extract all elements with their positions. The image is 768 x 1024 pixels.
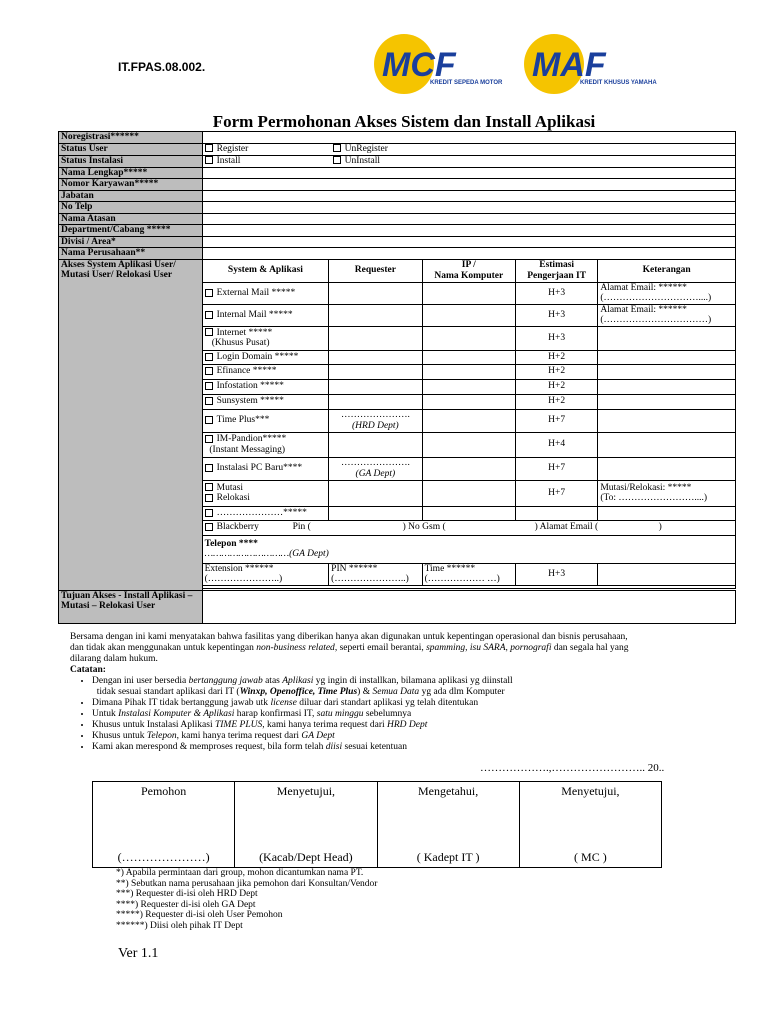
akses-label: Akses System Aplikasi User/ Mutasi User/ Relokasi User xyxy=(59,259,203,590)
status-user-field xyxy=(202,143,735,155)
internet-est: H+3 xyxy=(515,326,597,350)
other-ip[interactable] xyxy=(422,506,515,520)
footnotes xyxy=(116,868,377,931)
no-telp-label: No Telp xyxy=(59,202,203,214)
register-checkbox[interactable] xyxy=(205,144,213,152)
nama-perusahaan-field[interactable] xyxy=(202,248,735,260)
external-mail-ip[interactable] xyxy=(422,282,515,304)
footnote: *) Apabila permintaan dari group, mohon dicantumkan nama PT. xyxy=(116,868,364,878)
request-form-table xyxy=(58,131,736,624)
extension-est: H+3 xyxy=(515,563,597,585)
login-domain-ip[interactable] xyxy=(422,350,515,364)
col-requester: Requester xyxy=(329,259,422,282)
signature-pemohon[interactable]: Pemohon (…………………) xyxy=(93,782,235,868)
other-est[interactable] xyxy=(515,506,597,520)
login-domain-ket[interactable] xyxy=(598,350,736,364)
row-time-plus: Time Plus*** xyxy=(202,409,329,432)
statement-line-2: dan tidak akan menggunakan untuk kepentingan non-business related, seperti email berantai, spamming, isu SARA, pornografi dan segala hal yang xyxy=(70,643,629,653)
install-checkbox[interactable] xyxy=(205,156,213,164)
relokasi-checkbox[interactable] xyxy=(205,494,213,502)
row-login-domain: Login Domain ***** xyxy=(202,350,329,364)
catatan-heading: Catatan: xyxy=(70,665,106,675)
internet-ket[interactable] xyxy=(598,326,736,350)
footnote: ***) Requester di-isi oleh HRD Dept xyxy=(116,889,258,899)
time-plus-checkbox[interactable] xyxy=(205,416,213,424)
catatan-list xyxy=(70,676,720,753)
internal-mail-requester[interactable] xyxy=(329,304,422,326)
login-domain-est: H+2 xyxy=(515,350,597,364)
catatan-item: • Dengan ini user bersedia bertanggung jawab atas Aplikasi yg ingin di installkan, bilamana aplikasi yg diinstall tidak sesuai standart aplikasi dari IT (Winxp, Openoffice, Time Plus) & Semua Data yg ada dlm Komputer xyxy=(92,676,720,698)
mcf-logo xyxy=(374,30,516,100)
sunsystem-ip[interactable] xyxy=(422,394,515,409)
statement-line-1: Bersama dengan ini kami menyatakan bahwa fasilitas yang diberikan hanya akan digunakan untuk kepentingan operasional dan bisnis perusahaan, xyxy=(70,632,628,642)
mutasi-ip[interactable] xyxy=(422,480,515,506)
status-instalasi-label: Status Instalasi xyxy=(59,155,203,167)
row-external-mail: External Mail ***** xyxy=(202,282,329,304)
nama-perusahaan-label: Nama Perusahaan** xyxy=(59,248,203,260)
time-plus-ip[interactable] xyxy=(422,409,515,432)
other-requester[interactable] xyxy=(329,506,422,520)
divisi-field[interactable] xyxy=(202,236,735,248)
uninstall-checkbox[interactable] xyxy=(333,156,341,164)
statement-line-3: dilarang dalam hukum. xyxy=(70,654,158,664)
row-sunsystem: Sunsystem ***** xyxy=(202,394,329,409)
footnote: ******) Diisi oleh pihak IT Dept xyxy=(116,920,243,931)
register-label: Register xyxy=(216,143,249,154)
noreg-field[interactable] xyxy=(202,132,735,144)
nomor-karyawan-label: Nomor Karyawan***** xyxy=(59,179,203,191)
jabatan-label: Jabatan xyxy=(59,190,203,202)
internal-mail-ket[interactable]: Alamat Email: ****** (……………………………) xyxy=(598,304,736,326)
row-im-pandion: IM-Pandion***** (Instant Messaging) xyxy=(202,432,329,457)
unregister-checkbox[interactable] xyxy=(333,144,341,152)
efinance-est: H+2 xyxy=(515,364,597,379)
install-label: Install xyxy=(216,155,241,166)
signature-mc[interactable]: Menyetujui, ( MC ) xyxy=(519,782,661,868)
efinance-checkbox[interactable] xyxy=(205,367,213,375)
noreg-label: Noregistrasi****** xyxy=(59,132,203,144)
nama-lengkap-field[interactable] xyxy=(202,167,735,179)
catatan-item: • Untuk Instalasi Komputer & Aplikasi harap konfirmasi IT, satu minggu sebelumnya xyxy=(92,709,720,720)
row-efinance: Efinance ***** xyxy=(202,364,329,379)
statement-block xyxy=(70,632,720,753)
sunsystem-requester[interactable] xyxy=(329,394,422,409)
im-pandion-ket[interactable] xyxy=(598,432,736,457)
footnote: *****) Requester di-isi oleh User Pemohon xyxy=(116,910,283,920)
efinance-requester[interactable] xyxy=(329,364,422,379)
blackberry-checkbox[interactable] xyxy=(205,523,213,531)
date-line[interactable]: ……………….,…………………….. 20.. xyxy=(480,762,665,774)
status-instalasi-field xyxy=(202,155,735,167)
catatan-item: • Khusus untuk Instalasi Aplikasi TIME PLUS, kami hanya terima request dari HRD Dept xyxy=(92,720,720,731)
extension-ket[interactable] xyxy=(598,563,736,585)
unregister-label: UnRegister xyxy=(344,143,388,154)
time-plus-requester[interactable]: …………………. (HRD Dept) xyxy=(329,409,422,432)
mcf-logo-text: MCF xyxy=(382,46,456,84)
catatan-item: • Kami akan merespond & memproses request, bila form telah diisi sesuai ketentuan xyxy=(92,742,720,753)
row-internet: Internet ***** (Khusus Pusat) xyxy=(202,326,329,350)
external-mail-requester[interactable] xyxy=(329,282,422,304)
no-telp-field[interactable] xyxy=(202,202,735,214)
instalasi-pc-checkbox[interactable] xyxy=(205,464,213,472)
mutasi-checkbox[interactable] xyxy=(205,483,213,491)
mutasi-est: H+7 xyxy=(515,480,597,506)
infostation-requester[interactable] xyxy=(329,379,422,394)
footnote: **) Sebutkan nama perusahaan jika pemohon dari Konsultan/Vendor xyxy=(116,878,378,889)
status-user-label: Status User xyxy=(59,143,203,155)
document-number: IT.FPAS.08.002. xyxy=(118,60,206,74)
sunsystem-ket[interactable] xyxy=(598,394,736,409)
row-telepon: Telepon **** …………………………(GA Dept) xyxy=(202,535,735,563)
signature-kacab[interactable]: Menyetujui, (Kacab/Dept Head) xyxy=(235,782,377,868)
department-label: Department/Cabang ***** xyxy=(59,225,203,237)
tujuan-label: Tujuan Akses - Install Aplikasi – Mutasi – Relokasi User xyxy=(59,590,203,623)
infostation-est: H+2 xyxy=(515,379,597,394)
im-pandion-requester[interactable] xyxy=(329,432,422,457)
mcf-logo-tagline: KREDIT SEPEDA MOTOR xyxy=(430,80,503,86)
extension-cell[interactable]: Extension ****** (…………………..) xyxy=(202,563,329,585)
nama-atasan-field[interactable] xyxy=(202,213,735,225)
other-ket[interactable] xyxy=(598,506,736,520)
internet-ip[interactable] xyxy=(422,326,515,350)
time-cell[interactable]: Time ****** (……………… …) xyxy=(422,563,515,585)
row-infostation: Infostation ***** xyxy=(202,379,329,394)
external-mail-checkbox[interactable] xyxy=(205,289,213,297)
tujuan-field[interactable] xyxy=(202,590,735,623)
version-label: Ver 1.1 xyxy=(118,946,159,961)
internal-mail-est: H+3 xyxy=(515,304,597,326)
catatan-item: • Khusus untuk Telepon, kami hanya terima request dari GA Dept xyxy=(92,731,720,742)
maf-logo-tagline: KREDIT KHUSUS YAMAHA xyxy=(580,80,657,86)
row-blackberry: Blackberry Pin ( ) No Gsm ( ) Alamat Email ( ) xyxy=(202,520,735,535)
sunsystem-checkbox[interactable] xyxy=(205,397,213,405)
col-estimasi: Estimasi Pengerjaan IT xyxy=(515,259,597,282)
jabatan-field[interactable] xyxy=(202,190,735,202)
signature-kadept-it[interactable]: Mengetahui, ( Kadept IT ) xyxy=(377,782,519,868)
efinance-ip[interactable] xyxy=(422,364,515,379)
external-mail-ket[interactable]: Alamat Email: ****** (…………………………....) xyxy=(598,282,736,304)
internal-mail-ip[interactable] xyxy=(422,304,515,326)
maf-logo-text: MAF xyxy=(532,46,606,84)
instalasi-pc-ket[interactable] xyxy=(598,457,736,480)
internet-requester[interactable] xyxy=(329,326,422,350)
pin-cell[interactable]: PIN ****** (…………………..) xyxy=(329,563,422,585)
footnote: ****) Requester di-isi oleh GA Dept xyxy=(116,899,256,910)
signature-table xyxy=(92,781,662,868)
nama-atasan-label: Nama Atasan xyxy=(59,213,203,225)
infostation-checkbox[interactable] xyxy=(205,382,213,390)
divisi-label: Divisi / Area* xyxy=(59,236,203,248)
row-instalasi-pc: Instalasi PC Baru**** xyxy=(202,457,329,480)
login-domain-checkbox[interactable] xyxy=(205,353,213,361)
maf-logo xyxy=(524,30,674,100)
instalasi-pc-ip[interactable] xyxy=(422,457,515,480)
login-domain-requester[interactable] xyxy=(329,350,422,364)
im-pandion-est: H+4 xyxy=(515,432,597,457)
mutasi-ket[interactable]: Mutasi/Relokasi: ***** (To: ……………………....) xyxy=(598,480,736,506)
instalasi-pc-est: H+7 xyxy=(515,457,597,480)
col-system: System & Aplikasi xyxy=(202,259,329,282)
im-pandion-ip[interactable] xyxy=(422,432,515,457)
instalasi-pc-requester[interactable]: …………………. (GA Dept) xyxy=(329,457,422,480)
mutasi-requester[interactable] xyxy=(329,480,422,506)
other-checkbox[interactable] xyxy=(205,509,213,517)
row-mutasi: Mutasi Relokasi xyxy=(202,480,329,506)
infostation-ip[interactable] xyxy=(422,379,515,394)
nomor-karyawan-field[interactable] xyxy=(202,179,735,191)
internet-checkbox[interactable] xyxy=(205,328,213,336)
efinance-ket[interactable] xyxy=(598,364,736,379)
time-plus-est: H+7 xyxy=(515,409,597,432)
infostation-ket[interactable] xyxy=(598,379,736,394)
sunsystem-est: H+2 xyxy=(515,394,597,409)
uninstall-label: UnInstall xyxy=(344,155,380,166)
catatan-item: • Dimana Pihak IT tidak bertanggung jawab utk license diluar dari standart aplikasi yg telah ditentukan xyxy=(92,698,720,709)
nama-lengkap-label: Nama Lengkap***** xyxy=(59,167,203,179)
department-field[interactable] xyxy=(202,225,735,237)
row-internal-mail: Internal Mail ***** xyxy=(202,304,329,326)
time-plus-ket[interactable] xyxy=(598,409,736,432)
col-keterangan: Keterangan xyxy=(598,259,736,282)
im-pandion-checkbox[interactable] xyxy=(205,435,213,443)
internal-mail-checkbox[interactable] xyxy=(205,311,213,319)
form-title: Form Permohonan Akses Sistem dan Install Aplikasi xyxy=(212,112,596,131)
external-mail-est: H+3 xyxy=(515,282,597,304)
row-other: …………………***** xyxy=(202,506,329,520)
col-ip: IP / Nama Komputer xyxy=(422,259,515,282)
